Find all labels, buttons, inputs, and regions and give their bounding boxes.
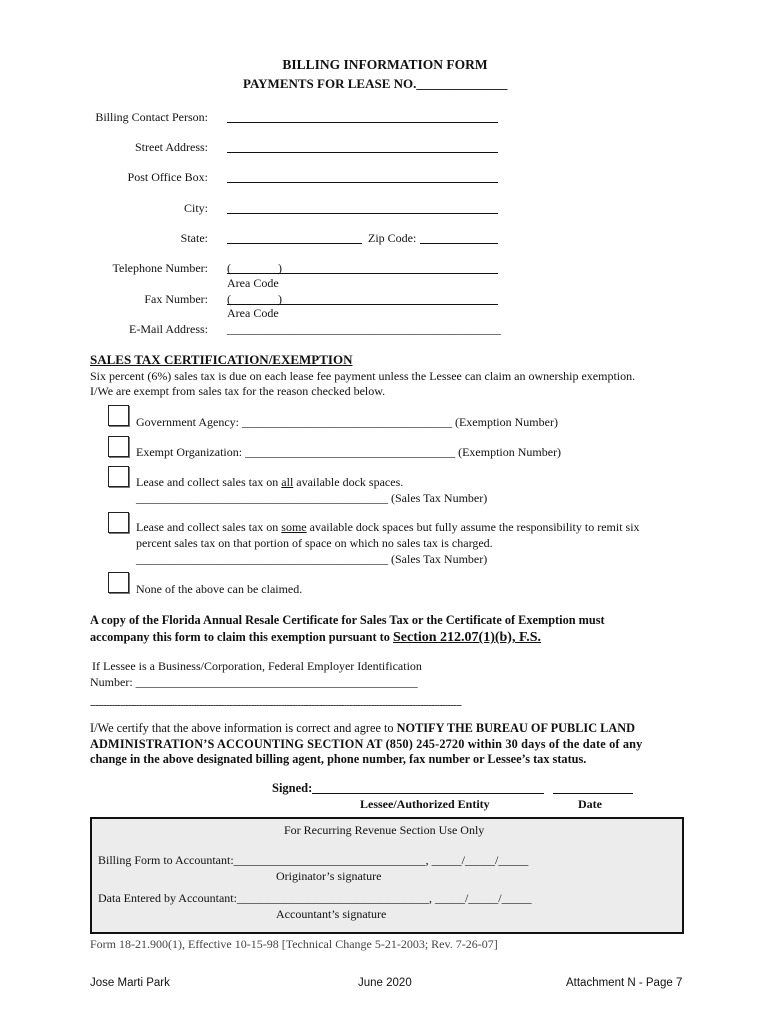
fax-label: Fax Number: xyxy=(144,292,208,306)
all-dock-spaces-text-post: available dock spaces. xyxy=(293,475,404,489)
po-box-field[interactable] xyxy=(227,182,498,183)
all-dock-spaces-tax-number: __________________________________________ (Sales Tax Number) xyxy=(136,491,488,505)
telephone-label: Telephone Number: xyxy=(112,261,208,275)
signature-field[interactable] xyxy=(312,793,544,794)
email-label: E-Mail Address: xyxy=(129,322,208,336)
all-dock-spaces-text-pre: Lease and collect sales tax on xyxy=(136,475,282,489)
city-field[interactable] xyxy=(227,213,498,214)
accountant-signature-label: Accountant’s signature xyxy=(276,907,387,921)
telephone-paren-open: ( xyxy=(227,261,231,275)
none-claimed-option: None of the above can be claimed. xyxy=(136,582,303,596)
po-box-label: Post Office Box: xyxy=(127,170,208,184)
some-dock-spaces-tax-number: __________________________________________ (Sales Tax Number) xyxy=(136,552,488,566)
zip-code-label: Zip Code: xyxy=(368,231,417,245)
fax-paren-close: ) xyxy=(278,292,282,306)
signed-label: Signed: xyxy=(272,781,313,795)
all-dock-spaces-option xyxy=(136,475,403,490)
data-entered-by-accountant-field[interactable]: Data Entered by Accountant:________________________________, _____/_____/_____ xyxy=(98,891,532,905)
fax-field[interactable] xyxy=(227,304,498,305)
all-dock-spaces-checkbox[interactable] xyxy=(108,466,129,487)
billing-form-to-accountant-field[interactable]: Billing Form to Accountant:________________________________, _____/_____/_____ xyxy=(98,853,529,867)
state-label: State: xyxy=(180,231,208,245)
contact-person-label: Billing Contact Person: xyxy=(95,110,208,124)
some-dock-spaces-checkbox[interactable] xyxy=(108,512,129,533)
telephone-field[interactable] xyxy=(227,273,498,274)
certificate-note-1: A copy of the Florida Annual Resale Certificate for Sales Tax or the Certificate of Exemption must xyxy=(90,613,605,627)
originator-signature-label: Originator’s signature xyxy=(276,869,382,883)
some-dock-spaces-text-pre: Lease and collect sales tax on xyxy=(136,520,282,534)
fein-number-field[interactable]: Number: _______________________________________________ xyxy=(90,675,418,689)
fein-line-1: If Lessee is a Business/Corporation, Federal Employer Identification xyxy=(92,659,422,673)
certify-line-1-bold: NOTIFY THE BUREAU OF PUBLIC LAND xyxy=(396,721,635,735)
government-agency-checkbox[interactable] xyxy=(108,405,129,426)
form-number: Form 18-21.900(1), Effective 10-15-98 [Technical Change 5-21-2003; Rev. 7-26-07] xyxy=(90,937,498,951)
certify-line-1-text: I/We certify that the above information is correct and agree to xyxy=(90,721,397,735)
telephone-paren-close: ) xyxy=(278,261,282,275)
contact-person-field[interactable] xyxy=(227,122,498,123)
none-claimed-checkbox[interactable] xyxy=(108,572,129,593)
lessee-entity-label: Lessee/Authorized Entity xyxy=(360,797,490,811)
lease-number-line: PAYMENTS FOR LEASE NO.______________ xyxy=(243,76,508,91)
fax-area-code-label: Area Code xyxy=(227,306,279,320)
certify-line-2: ADMINISTRATION’S ACCOUNTING SECTION AT (850) 245-2720 within 30 days of the date of any xyxy=(90,737,643,751)
footer-right: Attachment N - Page 7 xyxy=(566,977,683,989)
footer-left: Jose Marti Park xyxy=(90,977,170,989)
form-title: BILLING INFORMATION FORM xyxy=(282,57,488,72)
some-dock-spaces-option xyxy=(136,520,640,535)
certificate-note-2-text: accompany this form to claim this exemption pursuant to xyxy=(90,630,393,644)
footer-center: June 2020 xyxy=(358,977,412,989)
sales-tax-heading: SALES TAX CERTIFICATION/EXEMPTION xyxy=(90,352,353,367)
exempt-organization-option: Exempt Organization: ___________________________________ (Exemption Number) xyxy=(136,445,562,459)
street-address-label: Street Address: xyxy=(135,140,208,154)
telephone-area-code-label: Area Code xyxy=(227,276,279,290)
certify-line-1 xyxy=(90,720,635,736)
statute-link[interactable]: Section 212.07(1)(b), F.S. xyxy=(392,630,542,645)
signature-date-field[interactable] xyxy=(553,793,633,794)
street-address-field[interactable] xyxy=(227,152,498,153)
office-use-title: For Recurring Revenue Section Use Only xyxy=(284,823,485,837)
government-agency-option: Government Agency: ___________________________________ (Exemption Number) xyxy=(136,415,558,429)
city-label: City: xyxy=(183,201,208,215)
fax-paren-open: ( xyxy=(227,292,231,306)
email-field[interactable]: ________________________________________________ xyxy=(227,322,501,336)
some-dock-spaces-text-post: available dock spaces but fully assume the responsibility to remit six xyxy=(306,520,640,534)
office-use-box xyxy=(90,817,684,934)
all-emphasis: all xyxy=(281,475,294,489)
date-label: Date xyxy=(578,797,602,811)
dashed-divider: ---------------------------------------------------------------------------------------------------------------------------------------- xyxy=(90,700,462,711)
certify-line-3: change in the above designated billing agent, phone number, fax number or Lessee’s tax status. xyxy=(90,752,587,766)
some-dock-spaces-line-2: percent sales tax on that portion of space on which no sales tax is charged. xyxy=(136,536,493,550)
zip-code-field[interactable] xyxy=(420,243,498,244)
sales-tax-intro-1: Six percent (6%) sales tax is due on each lease fee payment unless the Lessee can claim an ownership exemption. xyxy=(90,369,636,383)
some-emphasis: some xyxy=(281,520,307,534)
state-field[interactable] xyxy=(227,243,362,244)
exempt-organization-checkbox[interactable] xyxy=(108,436,129,457)
sales-tax-intro-2: I/We are exempt from sales tax for the reason checked below. xyxy=(90,384,386,398)
certificate-note-2 xyxy=(90,629,541,646)
